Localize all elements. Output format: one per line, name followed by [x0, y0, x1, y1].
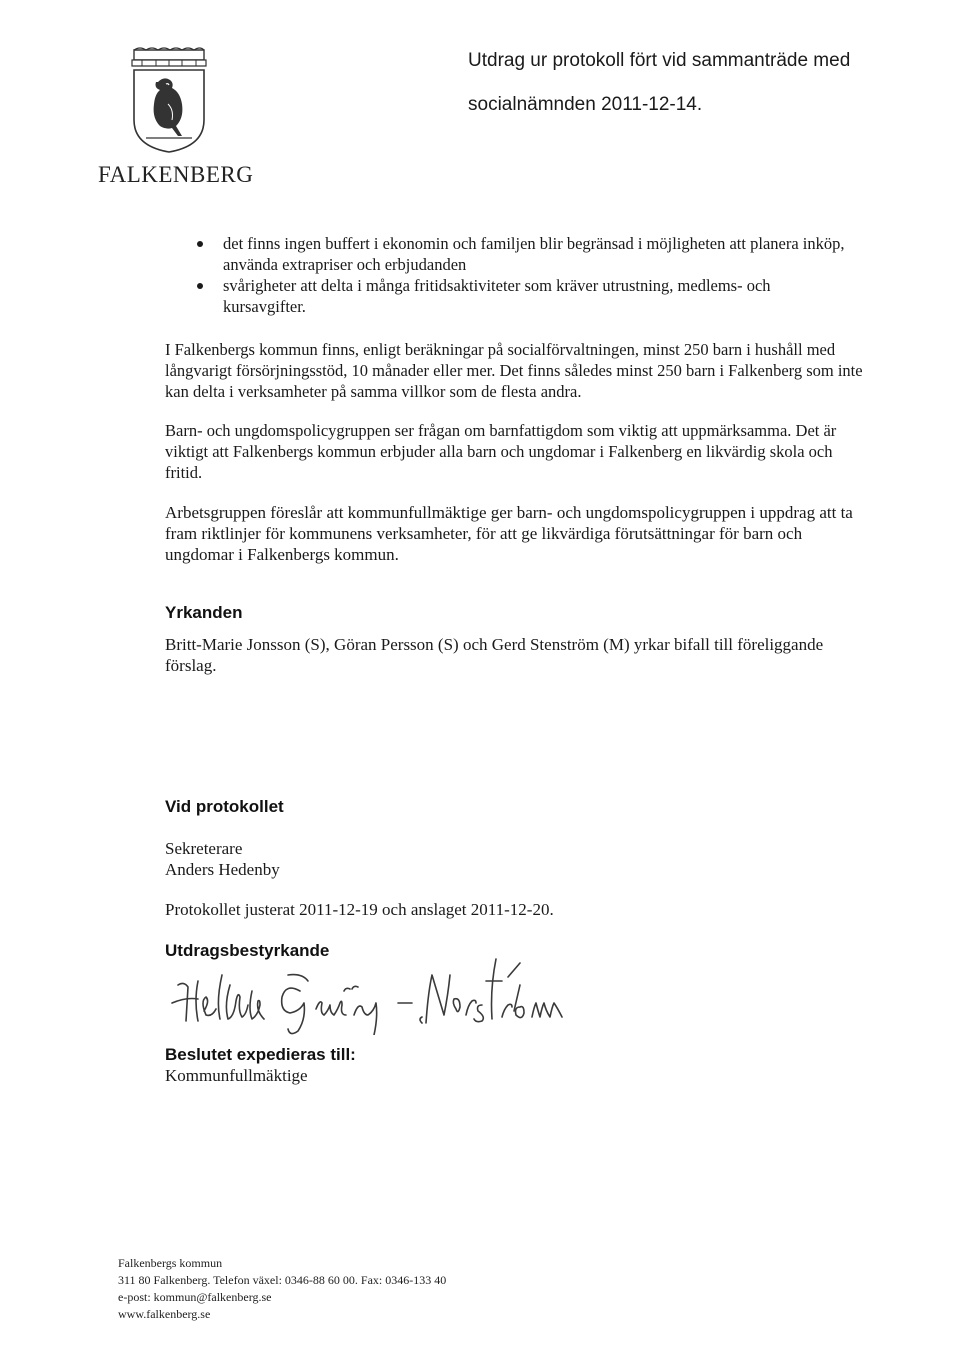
- justering-text: Protokollet justerat 2011-12-19 och anslaget 2011-12-20.: [165, 900, 554, 919]
- yrkanden-heading: Yrkanden: [165, 603, 243, 622]
- footer-email: e-post: kommun@falkenberg.se: [118, 1290, 272, 1304]
- paragraph: Barn- och ungdomspolicygruppen ser frågan om barnfattigdom som viktig att uppmärksamma. Det är viktigt att Falkenbergs kommun erbjuder alla barn och ungdomar i Falkenberg en likvärdig skola och fritid.: [165, 421, 837, 482]
- list-item: det finns ingen buffert i ekonomin och familjen blir begränsad i möjligheten att planera inköp, använda extrapriser och erbjudanden: [193, 233, 853, 275]
- document-title-line1: Utdrag ur protokoll fört vid sammanträde med: [468, 50, 851, 71]
- footer-website: www.falkenberg.se: [118, 1307, 211, 1321]
- paragraph: I Falkenbergs kommun finns, enligt beräkningar på socialförvaltningen, minst 250 barn i hushåll med långvarigt försörjningsstöd, 10 månader eller mer. Det finns således minst 250 barn i Falkenberg som inte kan delta i verksamheter på samma villkor som de flesta andra.: [165, 340, 863, 401]
- yrkanden-text: Britt-Marie Jonsson (S), Göran Persson (S) och Gerd Stenström (M) yrkar bifall till föreliggande förslag.: [165, 635, 824, 675]
- utdrag-heading: Utdragsbestyrkande: [165, 941, 330, 960]
- secretary-block: [165, 838, 280, 880]
- bullet-list: [193, 233, 853, 317]
- handwritten-signature: [170, 945, 610, 1035]
- coat-of-arms-logo: [128, 46, 210, 154]
- protokoll-heading: Vid protokollet: [165, 797, 284, 816]
- expedieras-heading: Beslutet expedieras till:: [165, 1045, 356, 1064]
- expedieras-recipient: Kommunfullmäktige: [165, 1066, 308, 1085]
- org-name: FALKENBERG: [98, 162, 254, 187]
- paragraph: Arbetsgruppen föreslår att kommunfullmäktige ger barn- och ungdomspolicygruppen i uppdrag att ta fram riktlinjer för kommunens verksamheter, för att ge likvärdiga förutsättningar för barn och ungdomar i Falkenbergs kommun.: [165, 503, 853, 564]
- footer-org: Falkenbergs kommun: [118, 1256, 223, 1270]
- list-item: svårigheter att delta i många fritidsaktiviteter som kräver utrustning, medlems- och kursavgifter.: [193, 275, 853, 317]
- footer-address: 311 80 Falkenberg. Telefon växel: 0346-88 60 00. Fax: 0346-133 40: [118, 1273, 447, 1287]
- document-title-line2: socialnämnden 2011-12-14.: [468, 94, 703, 115]
- secretary-name: Anders Hedenby: [165, 860, 280, 879]
- secretary-role: Sekreterare: [165, 839, 243, 858]
- footer: [118, 1255, 446, 1323]
